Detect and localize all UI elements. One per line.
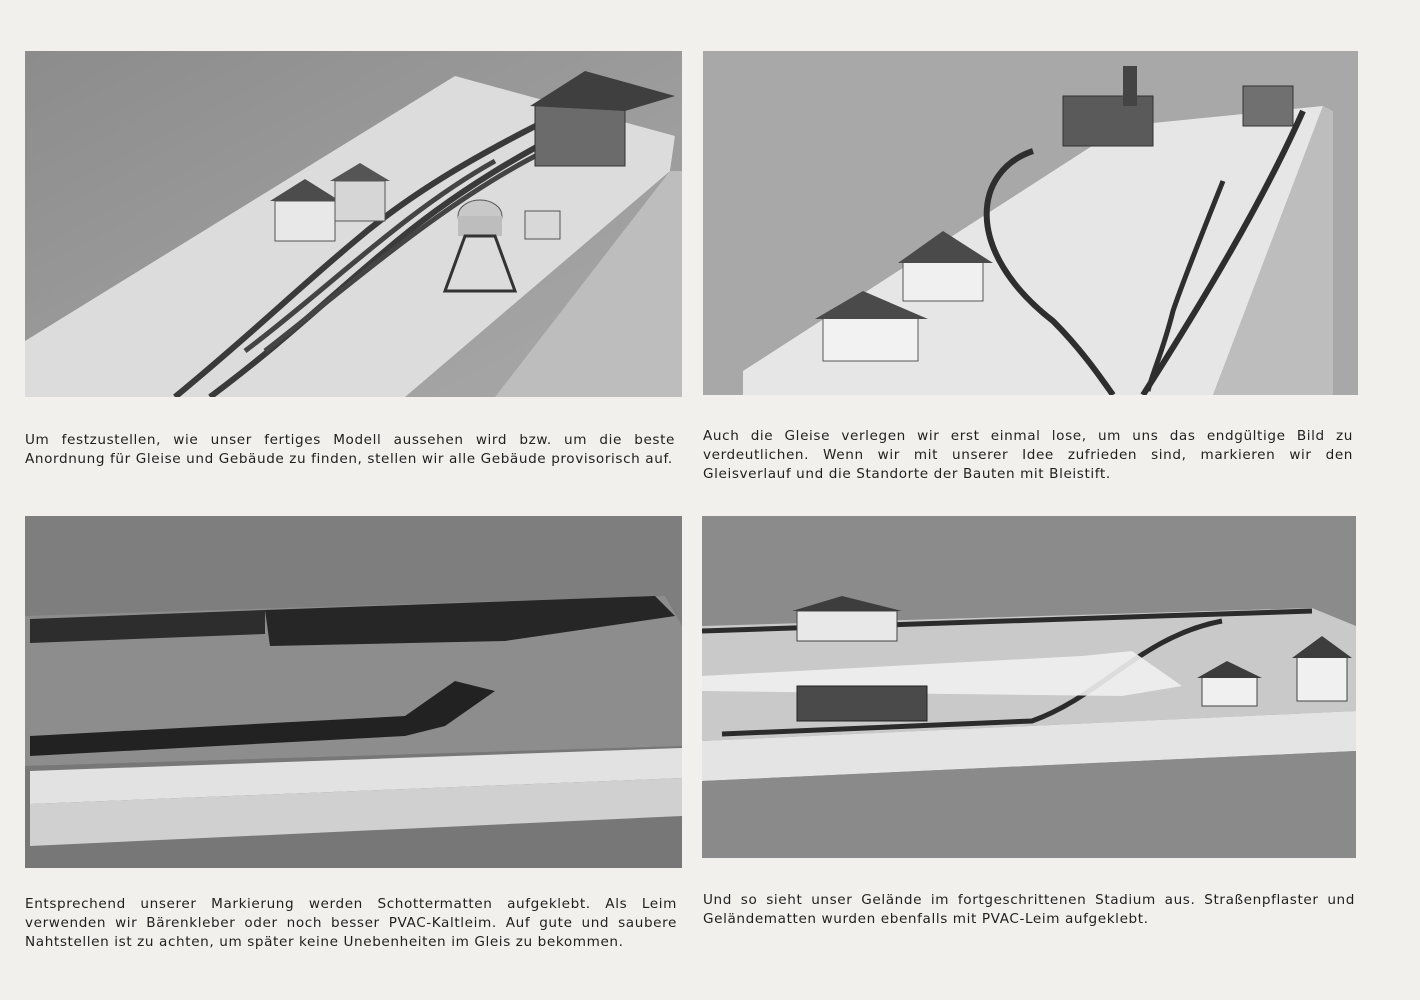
photo-3-illustration [25, 516, 682, 868]
caption-photo-2: Auch die Gleise verlegen wir erst einmal lose, um uns das endgültige Bild zu verdeutlichen. Wenn wir mit unserer Idee zufrieden sind, markieren wir den Gleisverlauf und die Standorte der Bauten mit Bleistift. [703, 427, 1353, 482]
caption-photo-4: Und so sieht unser Gelände im fortgeschrittenen Stadium aus. Straßenpflaster und Geländematten wurden ebenfalls mit PVAC-Leim aufgeklebt. [703, 891, 1355, 927]
photo-1-illustration [25, 51, 682, 397]
photo-ballast-mats-glued [25, 516, 682, 868]
photo-2-illustration [703, 51, 1358, 395]
photo-terrain-advanced-stage [702, 516, 1356, 858]
caption-photo-1: Um festzustellen, wie unser fertiges Modell aussehen wird bzw. um die beste Anordnung für Gleise und Gebäude zu finden, stellen wir alle Gebäude provisorisch auf. [25, 431, 675, 467]
photo-tracks-laid-loosely [703, 51, 1358, 395]
photo-4-illustration [702, 516, 1356, 858]
photo-model-buildings-provisional [25, 51, 682, 397]
caption-photo-3: Entsprechend unserer Markierung werden Schottermatten aufgeklebt. Als Leim verwenden wir Bärenkleber oder noch besser PVAC-Kaltleim. Auf gute und saubere Nahtstellen ist zu achten, um später keine Unebenheiten im Gleis zu bekommen. [25, 895, 677, 950]
